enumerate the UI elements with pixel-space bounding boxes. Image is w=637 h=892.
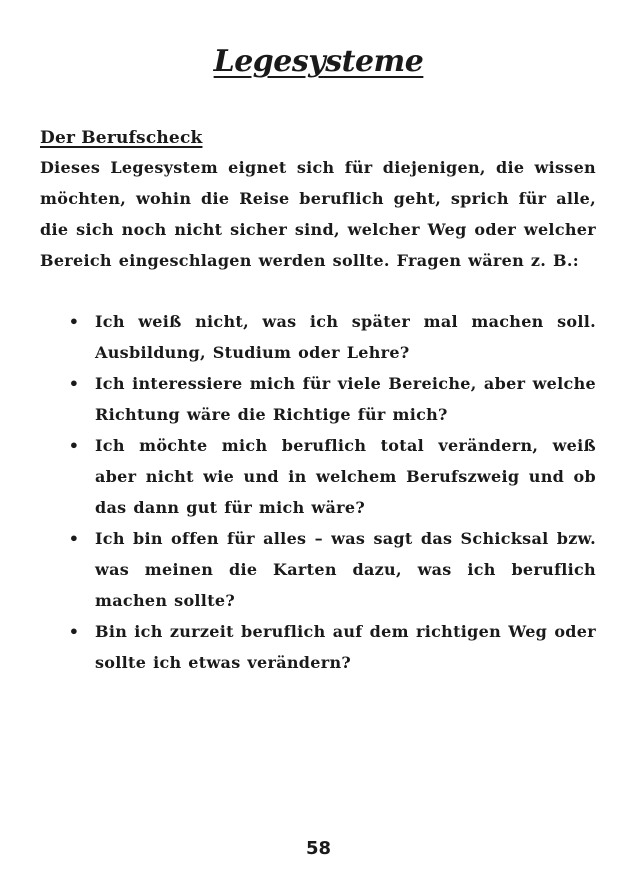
list-item <box>40 368 596 430</box>
list-item-text: Ich weiß nicht, was ich später mal machen soll. Ausbildung, Studium oder Lehre? <box>95 312 596 362</box>
list-item-text: Bin ich zurzeit beruflich auf dem richtigen Weg oder sollte ich etwas verändern? <box>95 622 596 672</box>
bullet-icon: • <box>68 436 80 455</box>
list-item <box>40 430 596 523</box>
list-item-text: Ich interessiere mich für viele Bereiche, aber welche Richtung wäre die Richtige für mich? <box>95 374 596 424</box>
bullet-icon: • <box>68 622 80 641</box>
question-list <box>40 306 596 678</box>
page-number: 58 <box>305 838 332 859</box>
bullet-icon: • <box>68 312 80 331</box>
list-item <box>40 616 596 678</box>
bullet-icon: • <box>68 529 80 548</box>
list-item-text: Ich möchte mich beruflich total verändern, weiß aber nicht wie und in welchem Berufszweig und ob das dann gut für mich wäre? <box>95 436 596 517</box>
list-item <box>40 306 596 368</box>
page-title: Legesysteme <box>213 44 424 79</box>
list-item <box>40 523 596 616</box>
section-heading: Der Berufscheck <box>40 128 203 148</box>
bullet-icon: • <box>68 374 80 393</box>
list-item-text: Ich bin offen für alles – was sagt das Schicksal bzw. was meinen die Karten dazu, was ich beruflich machen sollte? <box>95 529 596 610</box>
section-berufscheck <box>40 124 596 678</box>
intro-paragraph: Dieses Legesystem eignet sich für diejenigen, die wissen möchten, wohin die Reise beruflich geht, sprich für alle, die sich noch nicht sicher sind, welcher Weg oder welcher Bereich eingeschlagen werden sollte. Fragen wären z. B.: <box>40 158 596 270</box>
